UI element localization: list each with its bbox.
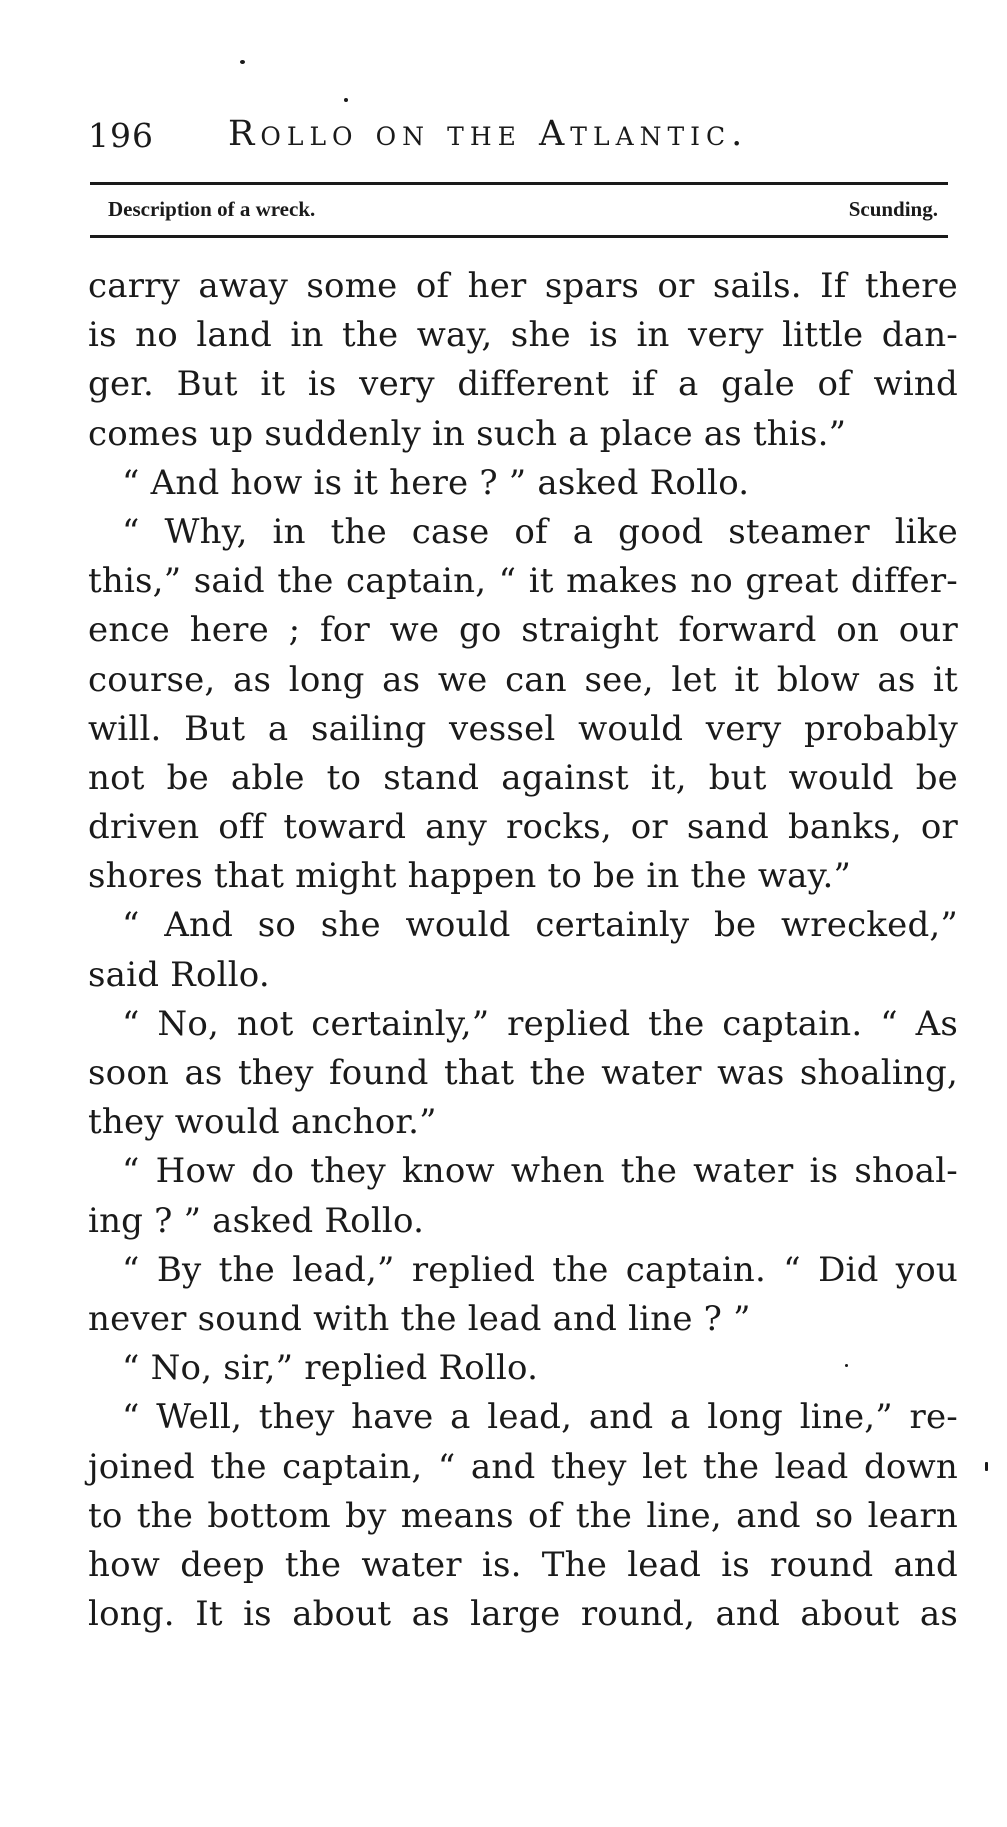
subhead-right: Scunding. (848, 197, 938, 221)
text-line: driven off toward any rocks, or sand banks, or (88, 807, 958, 848)
text-line: ence here ; for we go straight forward on our (88, 610, 958, 651)
text-line: said Rollo. (88, 954, 270, 995)
body-text (88, 262, 958, 1639)
text-line: how deep the water is. The lead is round and (88, 1544, 958, 1585)
header-rule-top (90, 182, 948, 185)
header-rule-bottom (90, 235, 948, 238)
text-line: carry away some of her spars or sails. If there (88, 266, 958, 306)
page-number: 196 (88, 116, 154, 155)
text-line: ing ? ” asked Rollo. (88, 1200, 425, 1241)
text-line: long. It is about as large round, and about as (88, 1594, 958, 1635)
subhead-left: Description of a wreck. (108, 197, 316, 221)
text-line: “ How do they know when the water is shoal- (122, 1151, 958, 1192)
text-line: they would anchor.” (88, 1102, 437, 1143)
text-line: is no land in the way, she is in very little dan- (88, 315, 958, 356)
text-line: “ And how is it here ? ” asked Rollo. (122, 462, 750, 503)
text-line: soon as they found that the water was shoaling, (88, 1053, 958, 1093)
text-line: ger. But it is very different if a gale of wind (88, 364, 958, 405)
ink-speck (240, 60, 245, 64)
text-line: not be able to stand against it, but would be (88, 757, 958, 798)
text-line: “ No, not certainly,” replied the captain. “ As (122, 1003, 958, 1044)
running-head (88, 108, 948, 168)
text-line: “ By the lead,” replied the captain. “ Did you (122, 1249, 958, 1290)
text-line: “ And so she would certainly be wrecked,” (122, 905, 958, 946)
book-title: Rollo on the Atlantic. (228, 114, 749, 154)
text-line: will. But a sailing vessel would very probably (88, 708, 958, 749)
text-line: comes up suddenly in such a place as this.” (88, 413, 847, 454)
section-subhead (108, 193, 938, 229)
text-line: this,” said the captain, “ it makes no great differ- (88, 561, 958, 602)
text-line: course, as long as we can see, let it blow as it (88, 659, 958, 700)
text-line: “ Why, in the case of a good steamer like (122, 511, 958, 552)
text-line: joined the captain, “ and they let the lead down (88, 1446, 958, 1487)
ink-speck (985, 1462, 988, 1471)
text-line: “ No, sir,” replied Rollo. (122, 1348, 539, 1389)
text-line: never sound with the lead and line ? ” (88, 1298, 751, 1339)
ink-speck (344, 98, 348, 102)
text-line: to the bottom by means of the line, and so learn (88, 1495, 958, 1536)
text-line: shores that might happen to be in the way.” (88, 856, 852, 897)
text-line: “ Well, they have a lead, and a long line,” re- (122, 1397, 958, 1438)
